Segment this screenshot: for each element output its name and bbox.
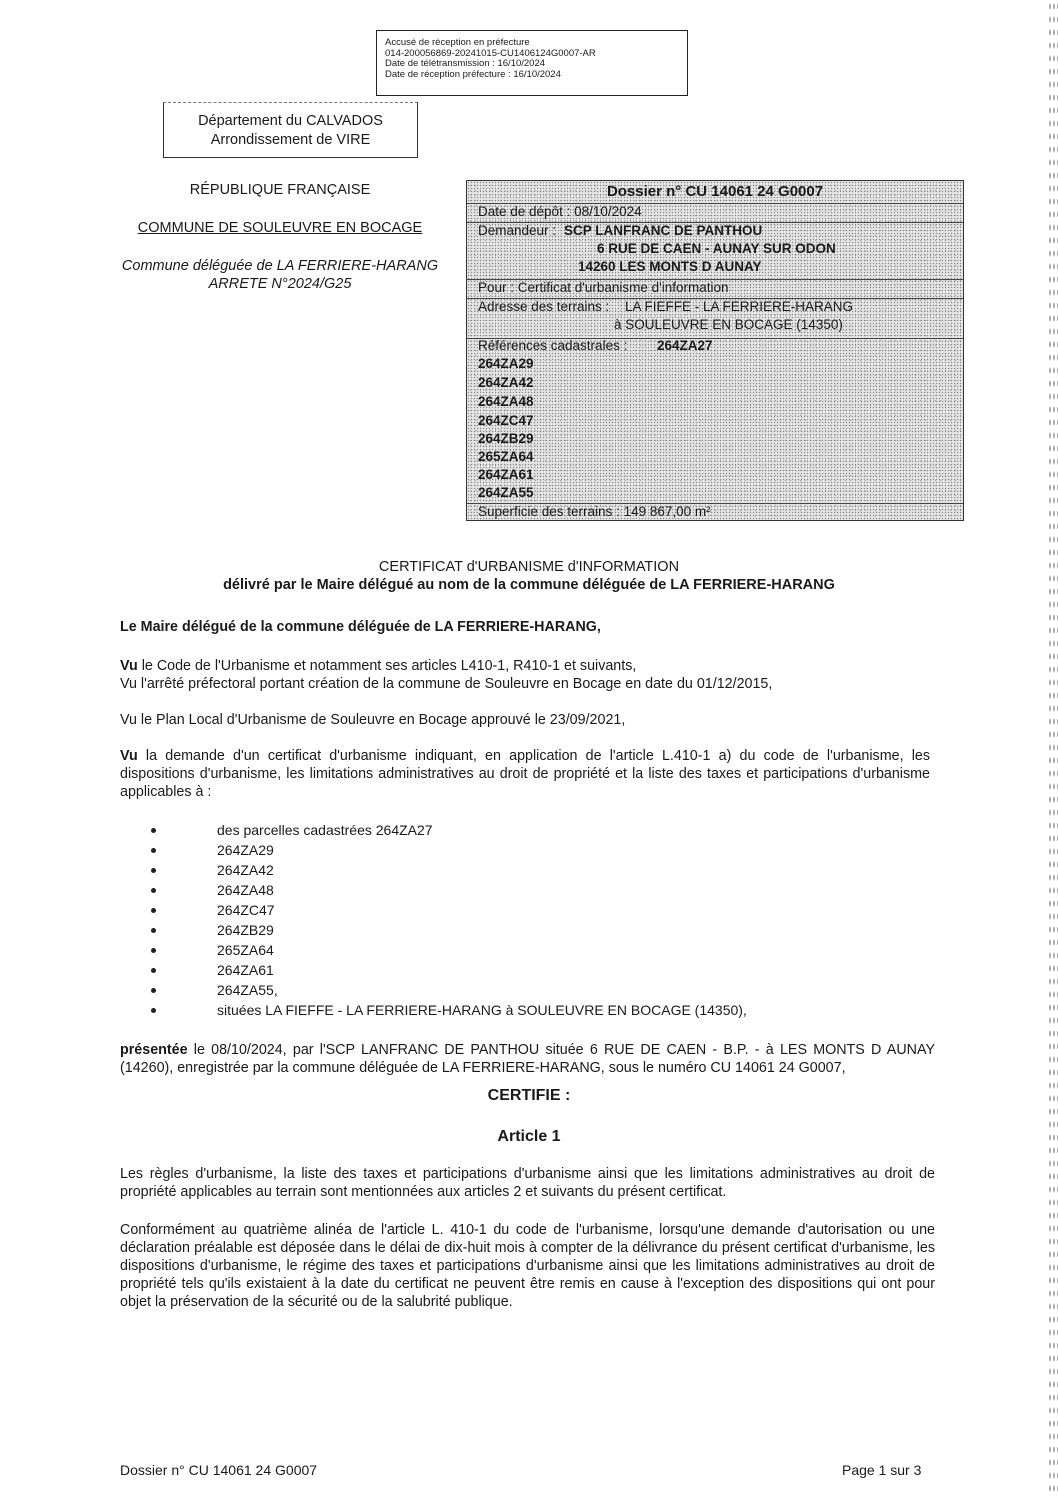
- adresse-line2: à SOULEUVRE EN BOCAGE (14350): [614, 317, 843, 332]
- deleguee-name: LA FERRIERE-HARANG: [276, 258, 439, 274]
- vu-code-urbanisme: [120, 657, 935, 675]
- commune-heading: COMMUNE DE SOULEUVRE EN BOCAGE: [137, 220, 423, 236]
- list-item-text: 264ZA42: [217, 862, 274, 878]
- cadastral-ref: 264ZC47: [478, 413, 534, 428]
- bullet-icon: [151, 928, 156, 933]
- pour-line: Pour : Certificat d'urbanisme d'information: [478, 280, 729, 295]
- cadastral-ref: 264ZA55: [478, 485, 534, 500]
- stamp-line: Accusé de réception en préfecture: [385, 37, 530, 48]
- refs-label: Références cadastrales :: [478, 338, 628, 353]
- adresse-label: Adresse des terrains :: [478, 299, 610, 314]
- bullet-icon: [151, 1008, 156, 1013]
- list-item-text: 264ZA55,: [217, 982, 278, 998]
- reception-stamp: [376, 30, 688, 96]
- dossier-title: Dossier n° CU 14061 24 G0007: [606, 183, 824, 200]
- bullet-icon: [151, 968, 156, 973]
- stamp-line: 014-200056869-20241015-CU1406124G0007-AR: [385, 47, 596, 59]
- cadastral-ref: 264ZA48: [478, 394, 534, 409]
- arrete-number: ARRETE N°2024/G25: [208, 276, 352, 292]
- article-1-heading: Article 1: [497, 1128, 561, 1145]
- presentee-text: le 08/10/2024, par l'SCP LANFRANC DE PANTHOU située 6 RUE DE CAEN - B.P. - à LES MONTS D AUNAY (14260), enregistrée par la commune déléguée de LA FERRIERE-HARANG, sous le numéro CU 14061 24 G0007,: [120, 1042, 935, 1076]
- list-item-text: 264ZA61: [217, 962, 274, 978]
- list-item-text: des parcelles cadastrées 264ZA27: [217, 822, 433, 838]
- cadastral-ref: 264ZB29: [478, 431, 534, 446]
- bullet-icon: [151, 988, 156, 993]
- bullet-icon: [151, 948, 156, 953]
- department-line: Département du CALVADOS: [198, 113, 383, 129]
- adresse-line1: LA FIEFFE - LA FERRIERE-HARANG: [625, 299, 854, 314]
- superficie: Superficie des terrains : 149 867,00 m²: [478, 504, 711, 519]
- bullet-icon: [151, 848, 156, 853]
- vu-label: Vu: [120, 748, 138, 764]
- presentee-paragraph: [120, 1041, 935, 1077]
- stamp-line: Date de réception préfecture : 16/10/2024: [385, 68, 561, 80]
- bullet-icon: [151, 868, 156, 873]
- vu-plu: Vu le Plan Local d'Urbanisme de Souleuvre en Bocage approuvé le 23/09/2021,: [120, 712, 626, 728]
- list-item-text: 264ZA29: [217, 842, 274, 858]
- certificate-subtitle: délivré par le Maire délégué au nom de la commune déléguée de LA FERRIERE-HARANG: [223, 577, 835, 593]
- scan-edge-noise: [1048, 0, 1058, 1497]
- vu-text: le Code de l'Urbanisme et notamment ses articles L410-1, R410-1 et suivants,: [137, 658, 637, 674]
- arrondissement-line: Arrondissement de VIRE: [210, 132, 371, 148]
- republic-heading: RÉPUBLIQUE FRANÇAISE: [189, 182, 371, 198]
- cadastral-ref: 265ZA64: [478, 449, 534, 464]
- bullet-icon: [151, 828, 156, 833]
- cadastral-ref: 264ZA61: [478, 467, 534, 482]
- cadastral-ref: 264ZA27: [657, 338, 713, 353]
- list-item-text: situées LA FIEFFE - LA FERRIERE-HARANG à SOULEUVRE EN BOCAGE (14350),: [217, 1002, 747, 1018]
- demandeur-address: 6 RUE DE CAEN - AUNAY SUR ODON: [597, 241, 836, 256]
- vu-arrete-prefectoral: Vu l'arrêté préfectoral portant création de la commune de Souleuvre en Bocage en date du 01/12/2015,: [120, 676, 773, 692]
- list-item-text: 265ZA64: [217, 942, 274, 958]
- department-box: [163, 102, 418, 158]
- certifie-heading: CERTIFIE :: [487, 1087, 571, 1104]
- certificate-title: CERTIFICAT d'URBANISME d'INFORMATION: [378, 559, 680, 575]
- list-item-text: 264ZA48: [217, 882, 274, 898]
- vu-label: Vu: [120, 658, 138, 674]
- article-1-paragraph-2: Conformément au quatrième alinéa de l'article L. 410-1 du code de l'urbanisme, lorsqu'une demande d'autorisation ou une déclaration préalable est déposée dans le délai de dix-huit mois à compter de la délivrance du présent certificat d'urbanisme, les dispositions d'urbanisme, le régime des taxes et participations d'urbanisme ainsi que les limitations administratives au droit de propriété tels qu'ils existaient à la date du certificat ne peuvent être remis en cause à l'exception des dispositions qui ont pour objet la préservation de la sécurité ou de la salubrité publique.: [120, 1222, 935, 1310]
- commune-deleguee: [115, 258, 445, 274]
- maire-line: Le Maire délégué de la commune déléguée de LA FERRIERE-HARANG,: [120, 619, 601, 635]
- bullet-icon: [151, 908, 156, 913]
- footer-page-number: Page 1 sur 3: [842, 1462, 922, 1478]
- demandeur-name: SCP LANFRANC DE PANTHOU: [564, 223, 763, 238]
- date-depot: Date de dépôt : 08/10/2024: [478, 204, 642, 219]
- footer-dossier: Dossier n° CU 14061 24 G0007: [120, 1462, 318, 1478]
- vu-demande: [120, 747, 930, 801]
- demandeur-label: Demandeur :: [478, 223, 557, 238]
- list-item-text: 264ZC47: [217, 902, 275, 918]
- bullet-icon: [151, 888, 156, 893]
- article-1-paragraph-1: Les règles d'urbanisme, la liste des taxes et participations d'urbanisme ainsi que les limitations administratives au droit de propriété applicables au terrain sont mentionnées aux articles 2 et suivants du présent certificat.: [120, 1166, 935, 1200]
- cadastral-ref: 264ZA42: [478, 375, 534, 390]
- demandeur-city: 14260 LES MONTS D AUNAY: [578, 259, 762, 274]
- deleguee-prefix: Commune déléguée de: [121, 258, 273, 274]
- dossier-box: [466, 180, 964, 521]
- presentee-label: présentée: [120, 1042, 188, 1058]
- stamp-line: Date de télétransmission : 16/10/2024: [385, 58, 546, 69]
- vu-text: la demande d'un certificat d'urbanisme indiquant, en application de l'article L.410-1 a) du code de l'urbanisme, les dispositions d'urbanisme, les limitations administratives au droit de propriété et la liste des taxes et participations d'urbanisme applicables à :: [120, 748, 930, 800]
- list-item-text: 264ZB29: [217, 922, 274, 938]
- cadastral-ref: 264ZA29: [478, 356, 534, 371]
